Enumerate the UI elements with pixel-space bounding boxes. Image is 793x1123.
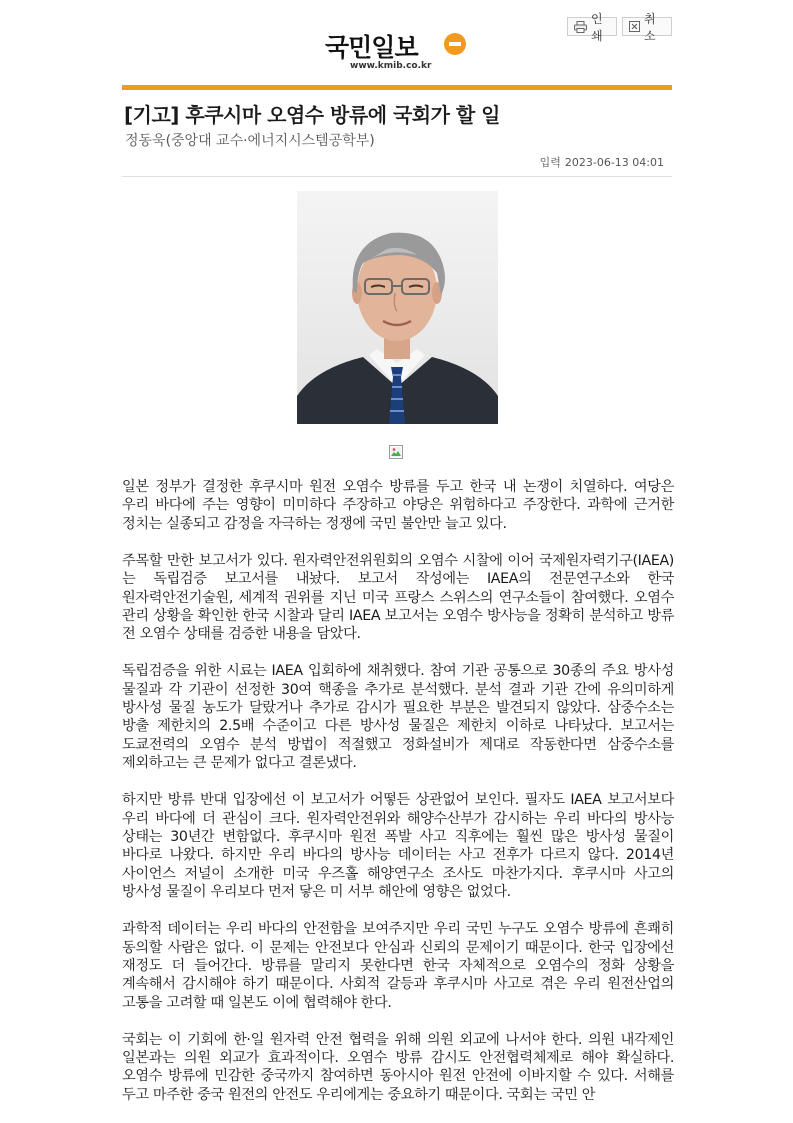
close-label: 취소 (644, 11, 656, 43)
article-paragraph: 국회는 이 기회에 한·일 원자력 안전 협력을 위해 의원 외교에 나서야 한다. 의원 내각제인 일본과는 의원 외교가 효과적이다. 오염수 방류 감시도 안전협력체제로 해야 확실하다. 오염수 방류에 민감한 중국까지 참여하면 동아시아 원전 안전에 이바지할 수 있다. 서해를 두고 마주한 중국 원전의 안전도 우리에게는 중요하기 때문이다. 국회는 국민 안 (122, 1031, 674, 1103)
logo-mark-icon (444, 33, 466, 55)
logo-url: www.kmib.co.kr (350, 61, 432, 71)
article-paragraph: 하지만 방류 반대 입장에선 이 보고서가 어떻든 상관없어 보인다. 필자도 IAEA 보고서보다 우리 바다에 더 관심이 크다. 원자력안전위와 해양수산부가 감시하는 우리 바다의 방사능 상태는 30년간 변함없다. 후쿠시마 원전 폭발 사고 직후에는 훨씬 많은 방사성 물질이 바다로 나왔다. 하지만 우리 바다의 방사능 데이터는 사고 전후가 다르지 않다. 2014년 사이언스 저널이 소개한 미국 우즈홀 해양연구소 조사도 마찬가지다. 후쿠시마 사고의 방사성 물질이 우리보다 먼저 닿은 미 서부 해안에 영향은 없었다. (122, 792, 674, 901)
title-divider (122, 176, 672, 177)
article-title: [기고] 후쿠시마 오염수 방류에 국회가 할 일 (124, 103, 500, 127)
header-divider (122, 85, 672, 90)
article-byline: 정동욱(중앙대 교수·에너지시스템공학부) (125, 133, 375, 149)
publish-date (540, 154, 664, 170)
broken-image-icon (389, 444, 403, 458)
date-label: 입력 (539, 156, 561, 169)
date-value: 2023-06-13 04:01 (564, 156, 664, 169)
logo-text: 국민일보 (325, 33, 418, 62)
author-portrait (297, 191, 498, 424)
print-button[interactable] (567, 11, 617, 43)
article-body (122, 478, 674, 1123)
close-box-icon (629, 21, 640, 32)
article-paragraph: 과학적 데이터는 우리 바다의 안전함을 보여주지만 우리 국민 누구도 오염수 방류에 흔쾌히 동의할 사람은 없다. 이 문제는 안전보다 안심과 신뢰의 문제이기 때문이다. 한국 입장에선 재정도 더 들어간다. 방류를 말리지 못한다면 한국 자체적으로 오염수의 정화 상황을 계속해서 감시해야 하기 때문이다. 사회적 갈등과 후쿠시마 사고로 겪은 우리 원전산업의 고통을 고려할 때 일본도 이에 협력해야 한다. (122, 921, 674, 1011)
article-paragraph: 주목할 만한 보고서가 있다. 원자력안전위원회의 오염수 시찰에 이어 국제원자력기구(IAEA)는 독립검증 보고서를 내놨다. 보고서 작성에는 IAEA의 전문연구소와 한국 원자력안전기술원, 세계적 권위를 지닌 미국 프랑스 스위스의 연구소들이 참여했다. 오염수 관리 상황을 확인한 한국 시찰과 달리 IAEA 보고서는 오염수 방사능을 정확히 분석하고 방류 전 오염수 상태를 검증한 내용을 담았다. (122, 552, 674, 643)
kmib-logo[interactable] (320, 28, 480, 76)
printer-icon (574, 21, 587, 33)
print-label: 인쇄 (591, 11, 603, 43)
close-button[interactable] (622, 11, 672, 43)
article-paragraph: 일본 정부가 결정한 후쿠시마 원전 오염수 방류를 두고 한국 내 논쟁이 치열하다. 여당은 우리 바다에 주는 영향이 미미하다 주장하고 야당은 위험하다고 주장한다. 과학에 근거한 정치는 실종되고 감정을 자극하는 정쟁에 국민 불안만 늘고 있다. (122, 479, 674, 532)
article-paragraph: 독립검증을 위한 시료는 IAEA 입회하에 채취했다. 참여 기관 공통으로 30종의 주요 방사성 물질과 각 기관이 선정한 30여 핵종을 추가로 분석했다. 분석 결과 기관 간에 유의미하게 방사성 물질 농도가 달랐거나 추가로 감시가 필요한 부분은 발견되지 않았다. 삼중수소는 방출 제한치의 2.5배 수준이고 다른 방사성 물질은 제한치 이하로 나타났다. 보고서는 도쿄전력의 오염수 분석 방법이 적절했고 정화설비가 제대로 작동한다면 삼중수소를 제외하고는 큰 문제가 없다고 결론냈다. (122, 663, 674, 772)
